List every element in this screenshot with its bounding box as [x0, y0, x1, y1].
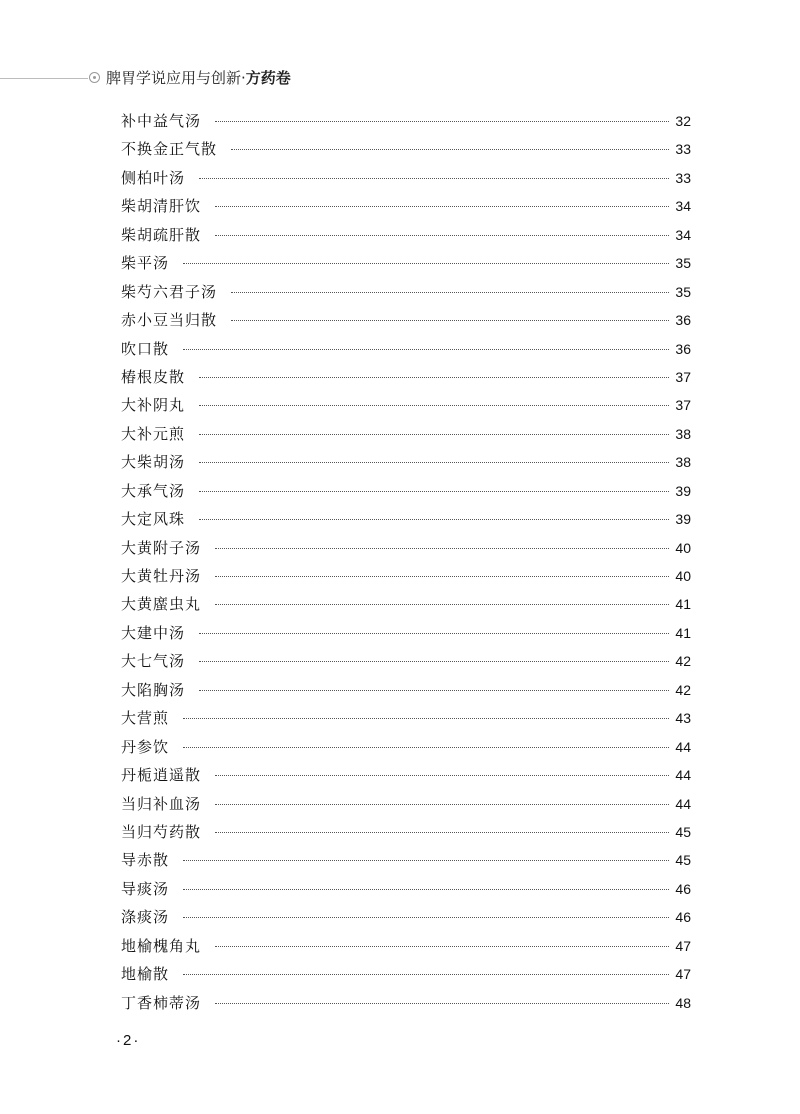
toc-dot-leader [199, 633, 669, 634]
toc-entry-title: 地榆散 [121, 965, 170, 984]
toc-entry[interactable] [121, 252, 691, 280]
toc-entry[interactable] [121, 593, 691, 621]
toc-entry-page: 44 [675, 738, 691, 755]
toc-dot-leader [199, 462, 669, 463]
toc-entry-title: 大补阴丸 [121, 396, 186, 415]
toc-entry-title: 大陷胸汤 [121, 680, 186, 699]
toc-dot-leader [183, 263, 669, 264]
toc-entry-title: 当归芍药散 [121, 822, 202, 841]
header-separator: · [241, 69, 246, 87]
toc-dot-leader [215, 576, 669, 577]
toc-entry-page: 47 [675, 937, 691, 954]
toc-entry-title: 不换金正气散 [121, 140, 218, 159]
toc-dot-leader [215, 775, 669, 776]
toc-entry[interactable] [121, 565, 691, 593]
toc-dot-leader [215, 832, 669, 833]
toc-dot-leader [199, 661, 669, 662]
toc-entry-title: 大补元煎 [121, 424, 186, 443]
toc-entry-title: 丹栀逍遥散 [121, 766, 202, 785]
toc-dot-leader [199, 690, 669, 691]
toc-entry[interactable] [121, 394, 691, 422]
toc-dot-leader [215, 946, 669, 947]
toc-dot-leader [215, 121, 669, 122]
header-rule [0, 78, 88, 79]
toc-entry-title: 大营煎 [121, 709, 170, 728]
toc-entry-page: 36 [675, 312, 691, 329]
book-title: 脾胃学说应用与创新 [106, 69, 242, 87]
toc-entry-title: 当归补血汤 [121, 794, 202, 813]
toc-entry-page: 41 [675, 596, 691, 613]
toc-entry-page: 33 [675, 141, 691, 158]
toc-dot-leader [183, 974, 669, 975]
toc-entry-page: 40 [675, 568, 691, 584]
toc-entry-title: 吹口散 [121, 339, 170, 358]
toc-entry-title: 大黄䗪虫丸 [121, 595, 202, 614]
toc-dot-leader [183, 860, 669, 861]
toc-entry[interactable] [121, 366, 691, 394]
toc-entry-page: 46 [675, 909, 691, 926]
toc-entry[interactable] [121, 793, 691, 821]
toc-entry[interactable] [121, 110, 691, 138]
toc-entry-title: 柴胡疏肝散 [121, 225, 202, 244]
toc-entry[interactable] [121, 821, 691, 849]
toc-entry[interactable] [121, 338, 691, 366]
toc-entry[interactable] [121, 508, 691, 536]
toc-entry-page: 42 [675, 681, 691, 698]
toc-dot-leader [215, 548, 669, 549]
toc-entry-title: 大黄附子汤 [121, 538, 202, 557]
toc-entry-title: 大承气汤 [121, 481, 186, 500]
toc-entry[interactable] [121, 878, 691, 906]
toc-entry[interactable] [121, 195, 691, 223]
toc-entry[interactable] [121, 167, 691, 195]
toc-entry[interactable] [121, 537, 691, 565]
toc-entry-page: 38 [675, 454, 691, 471]
toc-entry-page: 40 [675, 539, 691, 556]
toc-dot-leader [199, 405, 669, 406]
toc-dot-leader [183, 917, 669, 918]
toc-dot-leader [215, 206, 669, 207]
toc-entry[interactable] [121, 707, 691, 735]
toc-entry-title: 导赤散 [121, 851, 170, 870]
toc-entry-page: 35 [675, 283, 691, 300]
toc-dot-leader [215, 804, 669, 805]
toc-entry-page: 38 [675, 425, 691, 442]
toc-entry-page: 34 [675, 198, 691, 215]
toc-entry-page: 43 [675, 710, 691, 727]
toc-entry-page: 45 [675, 823, 691, 840]
toc-entry-page: 41 [675, 624, 691, 641]
toc-entry-page: 35 [675, 255, 691, 272]
toc-entry-title: 地榆槐角丸 [121, 936, 202, 955]
toc-entry[interactable] [121, 650, 691, 678]
toc-dot-leader [183, 889, 669, 890]
toc-entry-page: 34 [675, 226, 691, 243]
toc-dot-leader [183, 718, 669, 719]
toc-dot-leader [183, 747, 669, 748]
running-header [106, 67, 291, 88]
toc-entry-title: 涤痰汤 [121, 908, 170, 927]
toc-entry-page: 37 [675, 397, 691, 414]
toc-entry[interactable] [121, 309, 691, 337]
toc-dot-leader [199, 178, 669, 179]
toc-entry-page: 44 [675, 795, 691, 812]
toc-entry-title: 丁香柿蒂汤 [121, 993, 202, 1012]
toc-entry[interactable] [121, 138, 691, 166]
toc-entry-title: 侧柏叶汤 [121, 168, 186, 187]
toc-dot-leader [215, 604, 669, 605]
toc-entry-title: 补中益气汤 [121, 112, 202, 130]
toc-entry-title: 大柴胡汤 [121, 453, 186, 472]
toc-entry[interactable] [121, 963, 691, 991]
toc-entry[interactable] [121, 622, 691, 650]
toc-dot-leader [199, 519, 669, 520]
header-bullet-icon [89, 72, 100, 83]
toc-entry-page: 44 [675, 767, 691, 784]
toc-entry-title: 椿根皮散 [121, 367, 186, 386]
toc-entry[interactable] [121, 451, 691, 479]
toc-entry[interactable] [121, 764, 691, 792]
toc-entry-page: 47 [675, 966, 691, 983]
toc-entry-title: 导痰汤 [121, 879, 170, 898]
toc-entry-title: 大建中汤 [121, 623, 186, 642]
toc-entry-title: 丹参饮 [121, 737, 170, 756]
toc-entry-page: 45 [675, 852, 691, 869]
page-number: ·2· [116, 1032, 141, 1049]
toc-entry-page: 42 [675, 653, 691, 670]
toc-entry-page: 46 [675, 880, 691, 897]
toc-entry-page: 32 [675, 113, 691, 129]
toc-entry[interactable] [121, 423, 691, 451]
toc-dot-leader [215, 1003, 669, 1004]
toc-entry-page: 33 [675, 169, 691, 186]
toc-entry-page: 48 [675, 994, 691, 1011]
toc-entry-title: 柴芍六君子汤 [121, 282, 218, 301]
toc-dot-leader [231, 149, 669, 150]
toc-entry[interactable] [121, 992, 691, 1020]
toc-entry[interactable] [121, 849, 691, 877]
toc-entry-title: 大黄牡丹汤 [121, 567, 202, 585]
toc-entry-title: 大七气汤 [121, 652, 186, 671]
toc-entry-title: 柴平汤 [121, 254, 170, 273]
toc-entry-page: 39 [675, 482, 691, 499]
volume-title: 方药卷 [245, 69, 291, 87]
toc-entry[interactable] [121, 935, 691, 963]
toc-dot-leader [215, 235, 669, 236]
toc-entry[interactable] [121, 679, 691, 707]
toc-entry[interactable] [121, 736, 691, 764]
toc-dot-leader [183, 349, 669, 350]
toc-entry[interactable] [121, 906, 691, 934]
toc-entry-title: 赤小豆当归散 [121, 311, 218, 330]
toc-entry-page: 36 [675, 340, 691, 357]
toc-dot-leader [199, 434, 669, 435]
toc-dot-leader [199, 377, 669, 378]
toc-dot-leader [231, 320, 669, 321]
toc-entry[interactable] [121, 224, 691, 252]
toc-entry-title: 大定风珠 [121, 510, 186, 529]
toc-entry[interactable] [121, 281, 691, 309]
table-of-contents [121, 110, 691, 1020]
toc-entry-page: 39 [675, 511, 691, 528]
toc-entry[interactable] [121, 480, 691, 508]
toc-entry-page: 37 [675, 368, 691, 385]
toc-dot-leader [231, 292, 669, 293]
toc-dot-leader [199, 491, 669, 492]
toc-entry-title: 柴胡清肝饮 [121, 197, 202, 216]
